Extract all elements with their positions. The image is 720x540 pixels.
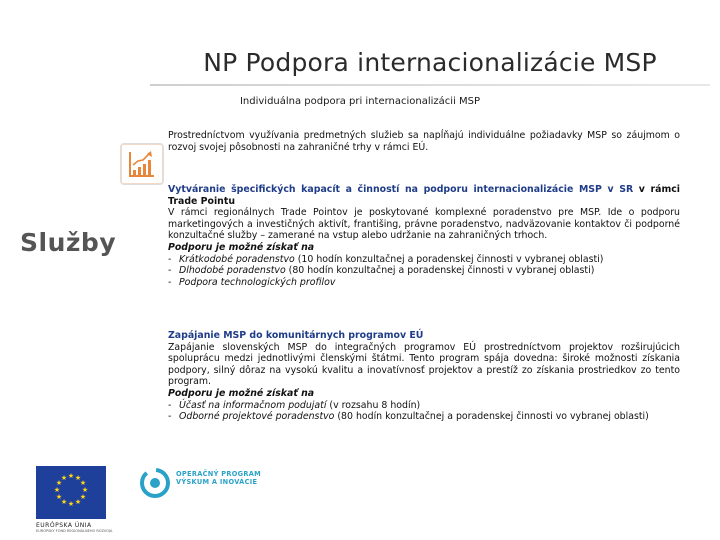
section1-list	[168, 254, 680, 289]
eu-flag-logo	[36, 466, 106, 519]
list-item: - Podpora technologických profilov	[168, 277, 680, 289]
section-eu-programs	[168, 330, 680, 423]
section1-heading-tail: v rámci Trade Pointu	[168, 184, 680, 207]
section-trade-point	[168, 184, 680, 288]
section1-heading: Vytváranie špecifických kapacít a činností na podporu internacionalizácie MSP v SR	[168, 184, 634, 195]
svg-text:★: ★	[79, 479, 87, 487]
op-vai-circle-icon	[138, 466, 172, 500]
section1-body: V rámci regionálnych Trade Pointov je poskytované komplexné poradenstvo pre MSP. Ide o podporu marketingových a investičných aktivít, františing, právne poradenstvo, nadväzovanie kontaktov či podporné konzultačné služby – zamerané na vstup alebo udržanie na zahraničných trhoch.	[168, 207, 680, 242]
svg-text:★: ★	[60, 498, 68, 506]
section1-support-label: Podporu je možné získať na	[168, 241, 315, 253]
section2-list	[168, 400, 680, 423]
svg-text:★: ★	[55, 493, 63, 501]
svg-text:★: ★	[81, 486, 89, 494]
section2-heading: Zapájanie MSP do komunitárnych programov EÚ	[168, 330, 424, 341]
growth-chart-badge	[120, 143, 164, 185]
page-title: NP Podpora internacionalizácie MSP	[203, 48, 657, 77]
growth-chart-icon	[126, 148, 158, 180]
list-item: - Dlhodobé poradenstvo (80 hodín konzultačnej a poradenskej činnosti v vybranej oblasti)	[168, 265, 680, 277]
svg-text:★: ★	[74, 474, 82, 482]
intro-paragraph: Prostredníctvom využívania predmetných služieb sa napĺňajú individuálne požiadavky MSP so záujmom o rozvoj svojej pôsobnosti na zahraničné trhy v rámci EÚ.	[168, 130, 680, 153]
svg-text:★: ★	[74, 498, 82, 506]
op-vai-text: OPERAČNÝ PROGRAM VÝSKUM A INOVÁCIE	[176, 470, 262, 487]
svg-text:★: ★	[67, 472, 75, 480]
page-subtitle: Individuálna podpora pri internacionalizácii MSP	[239, 96, 481, 107]
eu-fund-text: EURÓPSKY FOND REGIONÁLNEHO ROZVOJA	[36, 529, 113, 533]
eu-stars-icon	[36, 466, 106, 519]
svg-text:★: ★	[53, 486, 61, 494]
op-vai-logo	[138, 466, 172, 504]
section-label-sluzby: Služby	[20, 228, 117, 257]
eu-logo-text: EURÓPSKA ÚNIA	[36, 522, 92, 529]
section2-body: Zapájanie slovenských MSP do integračných programov EÚ prostredníctvom projektov rozširujúcich spoluprácu medzi jednotlivými členskými štátmi. Tento program spája dovedna: široké možnosti získania podpory, silný dôraz na vysokú kvalitu a inovatívnosť projektov a prestíž zo získania prostriedkov zo tento program.	[168, 341, 680, 388]
svg-text:★: ★	[79, 493, 87, 501]
list-item: - Krátkodobé poradenstvo (10 hodín konzultačnej a poradenskej činnosti v vybranej oblasti)	[168, 254, 680, 266]
svg-text:★: ★	[67, 500, 75, 508]
svg-text:★: ★	[60, 474, 68, 482]
svg-text:★: ★	[55, 479, 63, 487]
list-item: - Účasť na informačnom podujatí (v rozsahu 8 hodín)	[168, 400, 680, 412]
list-item: - Odborné projektové poradenstvo (80 hodín konzultačnej a poradenskej činnosti vo vybranej oblasti)	[168, 411, 680, 423]
section2-support-label: Podporu je možné získať na	[168, 387, 315, 399]
title-divider	[150, 84, 710, 86]
